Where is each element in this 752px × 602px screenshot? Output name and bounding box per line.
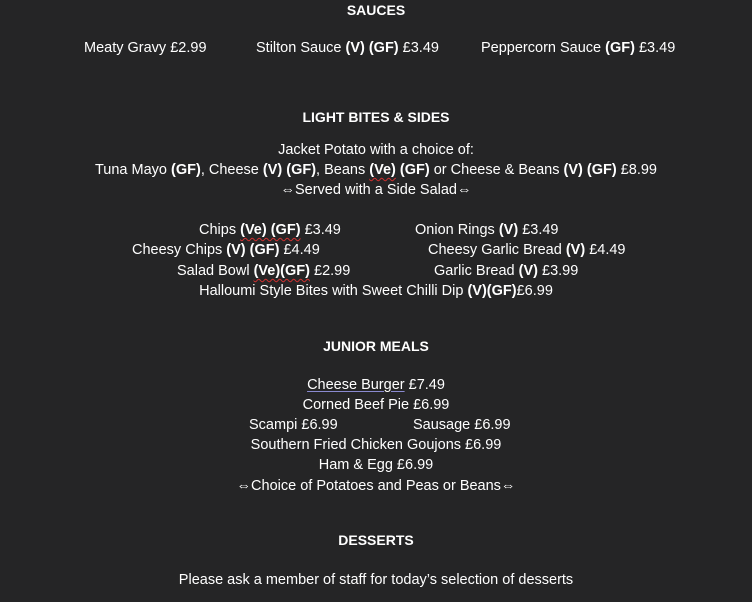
junior-item-scampi: Scampi £6.99 xyxy=(249,417,338,433)
side-item-halloumi: Halloumi Style Bites with Sweet Chilli Dip (V)(GF)£6.99 xyxy=(199,283,553,299)
side-item-cheesy-chips: Cheesy Chips (V) (GF) £4.49 xyxy=(132,242,320,258)
jacket-option-tag: (V) (GF) xyxy=(563,162,617,178)
jacket-option-or: or xyxy=(433,162,447,178)
sauce-name: Stilton Sauce xyxy=(256,40,342,56)
junior-meals-heading: JUNIOR MEALS xyxy=(323,338,429,354)
junior-item-corned-beef: Corned Beef Pie £6.99 xyxy=(302,397,450,413)
side-tags: (V) xyxy=(498,222,519,238)
jacket-intro: Jacket Potato with a choice of: xyxy=(278,142,474,158)
sauce-tags: (GF) xyxy=(605,40,635,56)
side-item-chips: Chips (Ve) (GF) £3.49 xyxy=(199,222,341,238)
side-tags: (V) xyxy=(518,263,538,279)
jacket-option-cheese: Cheese xyxy=(208,162,259,178)
jacket-option-vegan-tag: (Ve) xyxy=(369,162,396,178)
sauces-heading: SAUCES xyxy=(346,2,406,18)
side-item-salad-bowl: Salad Bowl (Ve)(GF) £2.99 xyxy=(177,263,351,279)
sauce-name: Meaty Gravy xyxy=(84,40,167,56)
sauce-item xyxy=(256,38,439,58)
desserts-note: Please ask a member of staff for today’s selection of desserts xyxy=(178,572,574,588)
jacket-option-cheese-beans: Cheese & Beans xyxy=(450,162,560,178)
jacket-option-tag: (GF) xyxy=(399,162,430,178)
side-item-onion-rings: Onion Rings (V) £3.49 xyxy=(415,222,559,238)
side-tags: (Ve)(GF) xyxy=(253,263,310,279)
jacket-option-tag: (V) (GF) xyxy=(262,162,317,178)
side-item-cheesy-garlic-bread: Cheesy Garlic Bread (V) £4.49 xyxy=(428,242,626,258)
sauce-name: Peppercorn Sauce xyxy=(481,40,602,56)
junior-note: ⇔Choice of Potatoes and Peas or Beans⇔ xyxy=(236,478,516,494)
desserts-heading: DESSERTS xyxy=(338,532,414,548)
sauce-price: £3.49 xyxy=(638,40,676,56)
jacket-option-tuna: Tuna Mayo xyxy=(94,162,167,178)
light-bites-heading: LIGHT BITES & SIDES xyxy=(302,109,450,125)
sauce-item xyxy=(84,38,207,58)
side-tags: (V) (GF) xyxy=(226,242,280,258)
junior-item-goujons: Southern Fried Chicken Goujons £6.99 xyxy=(250,437,502,453)
sauce-tags: (V) (GF) xyxy=(345,40,399,56)
jacket-option-tag: (GF) xyxy=(171,162,201,178)
sauce-price: £2.99 xyxy=(170,40,207,56)
sauce-item xyxy=(481,38,675,58)
side-tags: (V)(GF) xyxy=(467,283,517,299)
side-tags: (V) xyxy=(565,242,586,258)
side-item-garlic-bread: Garlic Bread (V) £3.99 xyxy=(434,263,579,279)
jacket-option-beans: Beans xyxy=(324,162,366,178)
junior-item-sausage: Sausage £6.99 xyxy=(413,417,511,433)
junior-item-ham-egg: Ham & Egg £6.99 xyxy=(318,457,434,473)
sauce-price: £3.49 xyxy=(402,40,439,56)
jacket-note: ⇔Served with a Side Salad⇔ xyxy=(280,182,472,198)
jacket-price: £8.99 xyxy=(620,162,657,178)
side-tags: (Ve) (GF) xyxy=(240,222,301,238)
junior-item-cheese-burger: Cheese Burger £7.49 xyxy=(307,377,445,393)
jacket-options: Tuna Mayo (GF), Cheese (V) (GF), Beans (Ve) (GF) or Cheese & Beans (V) (GF) £8.99 xyxy=(94,162,657,178)
